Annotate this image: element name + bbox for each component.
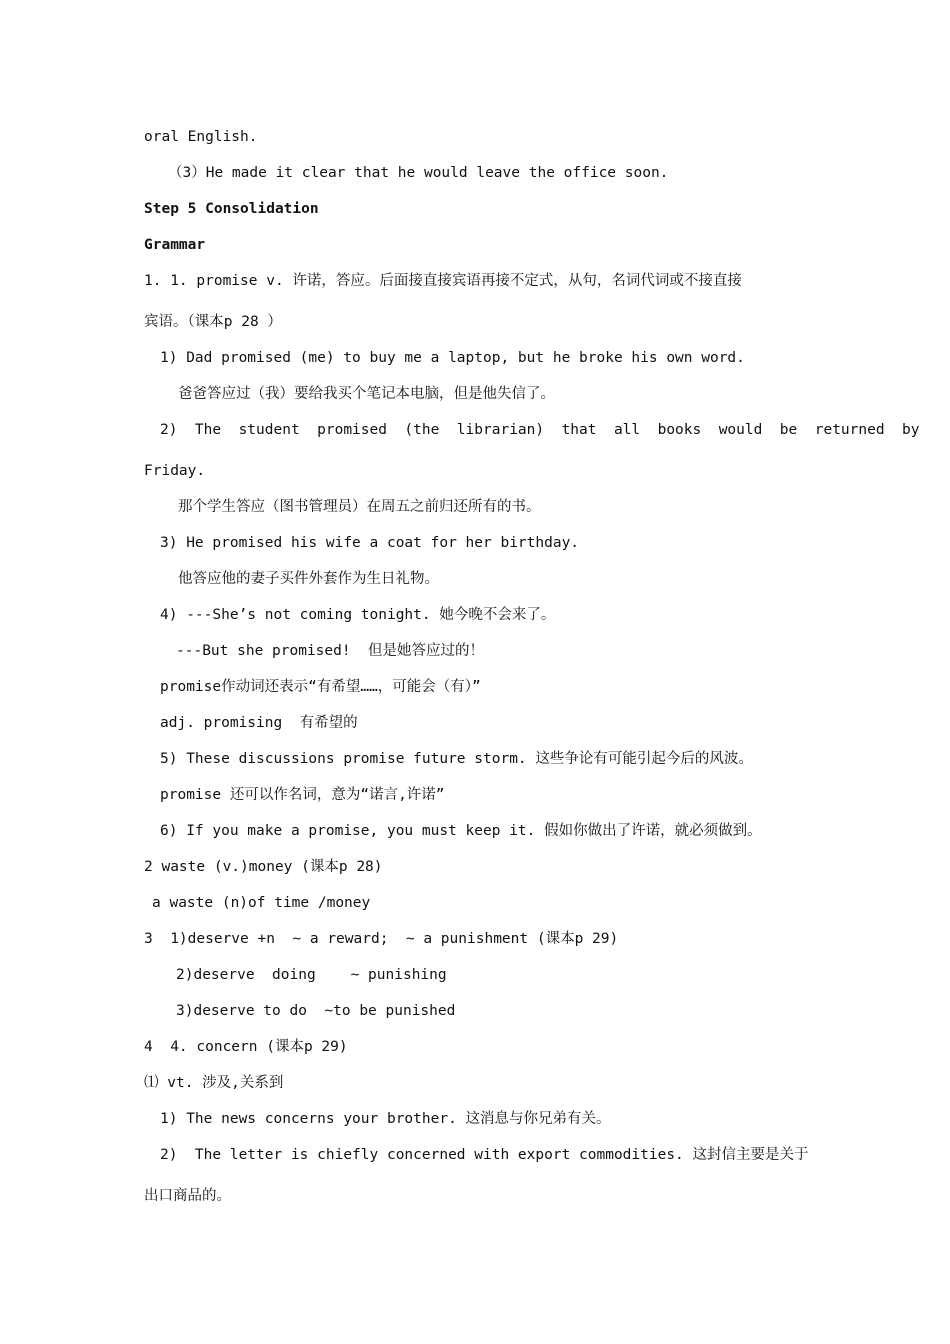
text-line: ⑴ vt. 涉及,关系到	[144, 1075, 284, 1091]
text-line: 宾语。（课本p 28 ）	[144, 314, 282, 330]
text-line: （3）He made it clear that he would leave the office soon.	[168, 165, 669, 181]
section-heading: Step 5 Consolidation	[144, 201, 319, 217]
text-line: adj. promising 有希望的	[160, 715, 358, 731]
text-line: Friday.	[144, 463, 206, 479]
text-line: 5) These discussions promise future storm. 这些争论有可能引起今后的风波。	[160, 751, 753, 767]
text-line: 1) The news concerns your brother. 这消息与你兄弟有关。	[160, 1111, 611, 1127]
text-line: oral English.	[144, 129, 258, 145]
text-line: promise作动词还表示“有希望……，可能会（有）”	[160, 679, 481, 695]
text-line: 1) Dad promised (me) to buy me a laptop, but he broke his own word.	[160, 350, 745, 366]
text-line: 3 1)deserve +n ~ a reward; ~ a punishment (课本p 29)	[144, 931, 619, 947]
text-line: 出口商品的。	[144, 1188, 231, 1204]
text-line: 3)deserve to do ~to be punished	[176, 1003, 456, 1019]
text-line: ---But she promised! 但是她答应过的！	[176, 643, 485, 659]
section-heading: Grammar	[144, 237, 206, 253]
text-line: 3) He promised his wife a coat for her birthday.	[160, 535, 580, 551]
text-line: 他答应他的妻子买件外套作为生日礼物。	[178, 571, 439, 587]
text-line: 2)deserve doing ~ punishing	[176, 967, 447, 983]
text-line: 那个学生答应（图书管理员）在周五之前归还所有的书。	[178, 499, 541, 515]
text-line: 4 4. concern (课本p 29)	[144, 1039, 348, 1055]
text-line: 爸爸答应过（我）要给我买个笔记本电脑，但是他失信了。	[178, 386, 555, 402]
text-line: 2) The letter is chiefly concerned with export commodities. 这封信主要是关于	[160, 1147, 809, 1163]
text-line: a waste (n)of time /money	[152, 895, 371, 911]
text-line: 4) ---She’s not coming tonight. 她今晚不会来了。	[160, 607, 556, 623]
text-line: 6) If you make a promise, you must keep it. 假如你做出了许诺，就必须做到。	[160, 823, 762, 839]
text-line: promise 还可以作名词，意为“诺言,许诺”	[160, 787, 445, 803]
text-line: 2 waste (v.)money (课本p 28)	[144, 859, 383, 875]
text-line: 1. 1. promise v. 许诺，答应。后面接直接宾语再接不定式，从句，名词代词或不接直接	[144, 273, 742, 289]
text-line: 2) The student promised (the librarian) that all books would be returned by	[160, 422, 920, 438]
